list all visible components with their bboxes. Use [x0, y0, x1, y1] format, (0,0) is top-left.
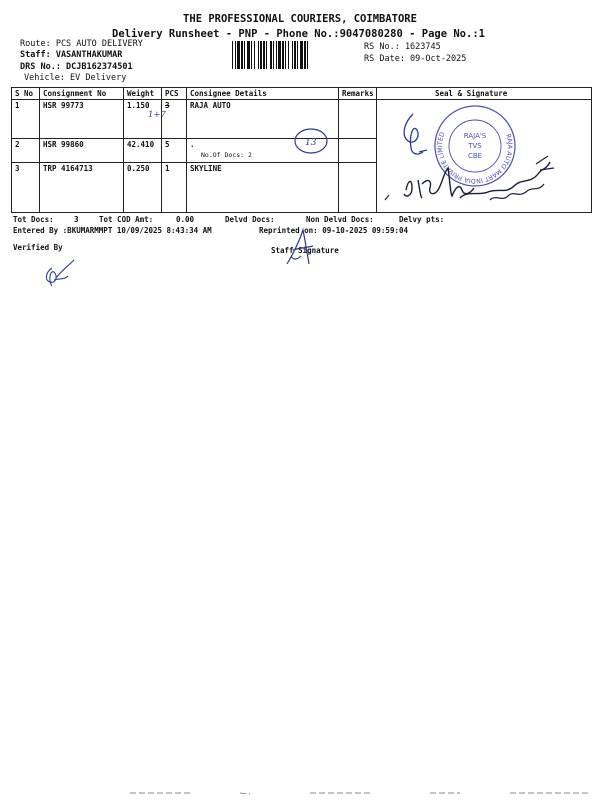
delivered-docs-label: Delvd Docs: [225, 215, 275, 224]
reprinted-on: Reprinted on: 09-10-2025 09:59:04 [259, 226, 409, 235]
col-weight: Weight [124, 88, 162, 100]
row-consignment: TRP 4164713 [40, 163, 124, 213]
vehicle-label: Vehicle: EV Delivery [24, 73, 127, 83]
ink-mark [383, 192, 393, 202]
row-sno: 3 [12, 163, 40, 213]
scan-edge-artifact [130, 790, 590, 796]
table-header-row [12, 88, 592, 100]
barcode-bar [263, 41, 265, 69]
barcode-bar [304, 41, 306, 69]
barcode-bar [294, 41, 296, 69]
stamp-line-1: RAJA'S [463, 132, 487, 140]
barcode-bar [254, 41, 255, 69]
verified-by-label: Verified By [13, 243, 63, 252]
row-remarks [339, 139, 377, 163]
handwritten-pcs-note: 1+7 [148, 110, 166, 120]
entered-by: Entered By :BKUMARMMPT 10/09/2025 8:43:34 AM [13, 226, 212, 235]
barcode-bar [247, 41, 250, 69]
staff-signature-label: Staff Signature [271, 246, 339, 255]
row-weight: 42.410 [124, 139, 162, 163]
barcode-bar [251, 41, 252, 69]
row-pcs: 3 [162, 100, 187, 139]
total-docs-value: 3 [74, 215, 79, 224]
handwritten-circled-number: 13 [305, 138, 317, 148]
staff-signature-mark [283, 226, 317, 268]
col-sno: S No [12, 88, 40, 100]
verifier-signature [38, 258, 78, 290]
row-consignee: . [190, 140, 195, 149]
stamp-ring-text: RAJA AUTO MART INDIA PRIVATE LIMITED [436, 131, 514, 185]
row-remarks [339, 163, 377, 213]
barcode-bar [276, 41, 277, 69]
total-cod-value: 0.00 [176, 215, 195, 224]
runsheet-title: Delivery Runsheet - PNP - Phone No.:9047080280 - Page No.:1 [112, 28, 485, 40]
row-pcs: 1 [162, 163, 187, 213]
barcode-bar [258, 41, 259, 69]
non-delivered-docs-label: Non Delvd Docs: [306, 215, 374, 224]
barcode-bar [278, 41, 281, 69]
barcode-bar [232, 41, 233, 69]
staff-label: Staff: VASANTHAKUMAR [20, 50, 123, 60]
col-consignment: Consignment No [40, 88, 124, 100]
barcode-bar [285, 41, 286, 69]
row-sno: 1 [12, 100, 40, 139]
barcode-bar [266, 41, 267, 69]
total-docs-label: Tot Docs: [13, 215, 54, 224]
stamp-line-3: CBE [467, 152, 483, 160]
rs-date: RS Date: 09-Oct-2025 [364, 54, 467, 64]
row-docs-note: No.Of Docs: 2 [201, 151, 252, 159]
signature-row3 [398, 150, 558, 220]
row-consignment: HSR 99860 [40, 139, 124, 163]
delivery-points-label: Delvy pts: [399, 215, 445, 224]
barcode-bar [282, 41, 284, 69]
stamp-line-2: TVS [468, 142, 482, 150]
barcode-bar [237, 41, 240, 69]
company-name: THE PROFESSIONAL COURIERS, COIMBATORE [183, 13, 417, 25]
route-label: Route: PCS AUTO DELIVERY [20, 39, 143, 49]
barcode-bar [260, 41, 262, 69]
row-consignment: HSR 99773 [40, 100, 124, 139]
barcode-bar [235, 41, 236, 69]
barcode-bar [292, 41, 293, 69]
barcode-bar [244, 41, 245, 69]
col-remarks: Remarks [339, 88, 377, 100]
row-remarks [339, 100, 377, 139]
barcode-bar [241, 41, 243, 69]
barcode [232, 41, 360, 69]
rs-number: RS No.: 1623745 [364, 42, 441, 52]
handwritten-circle [292, 126, 330, 156]
drs-number: DRS No.: DCJB162374501 [20, 62, 133, 72]
row-consignee: SKYLINE [187, 163, 339, 213]
barcode-bar [270, 41, 272, 69]
barcode-bar [273, 41, 274, 69]
col-pcs: PCS [162, 88, 187, 100]
row-consignee: RAJA AUTO [187, 100, 339, 139]
barcode-bar [300, 41, 303, 69]
barcode-bar [297, 41, 298, 69]
col-consignee: Consignee Details [187, 88, 339, 100]
row-weight: 1.150 [124, 100, 162, 139]
barcode-bar [288, 41, 289, 69]
row-weight: 0.250 [124, 163, 162, 213]
row-pcs: 5 [162, 139, 187, 163]
barcode-bar [307, 41, 308, 69]
row-sno: 2 [12, 139, 40, 163]
col-seal: Seal & Signature [377, 88, 592, 100]
total-cod-label: Tot COD Amt: [99, 215, 154, 224]
